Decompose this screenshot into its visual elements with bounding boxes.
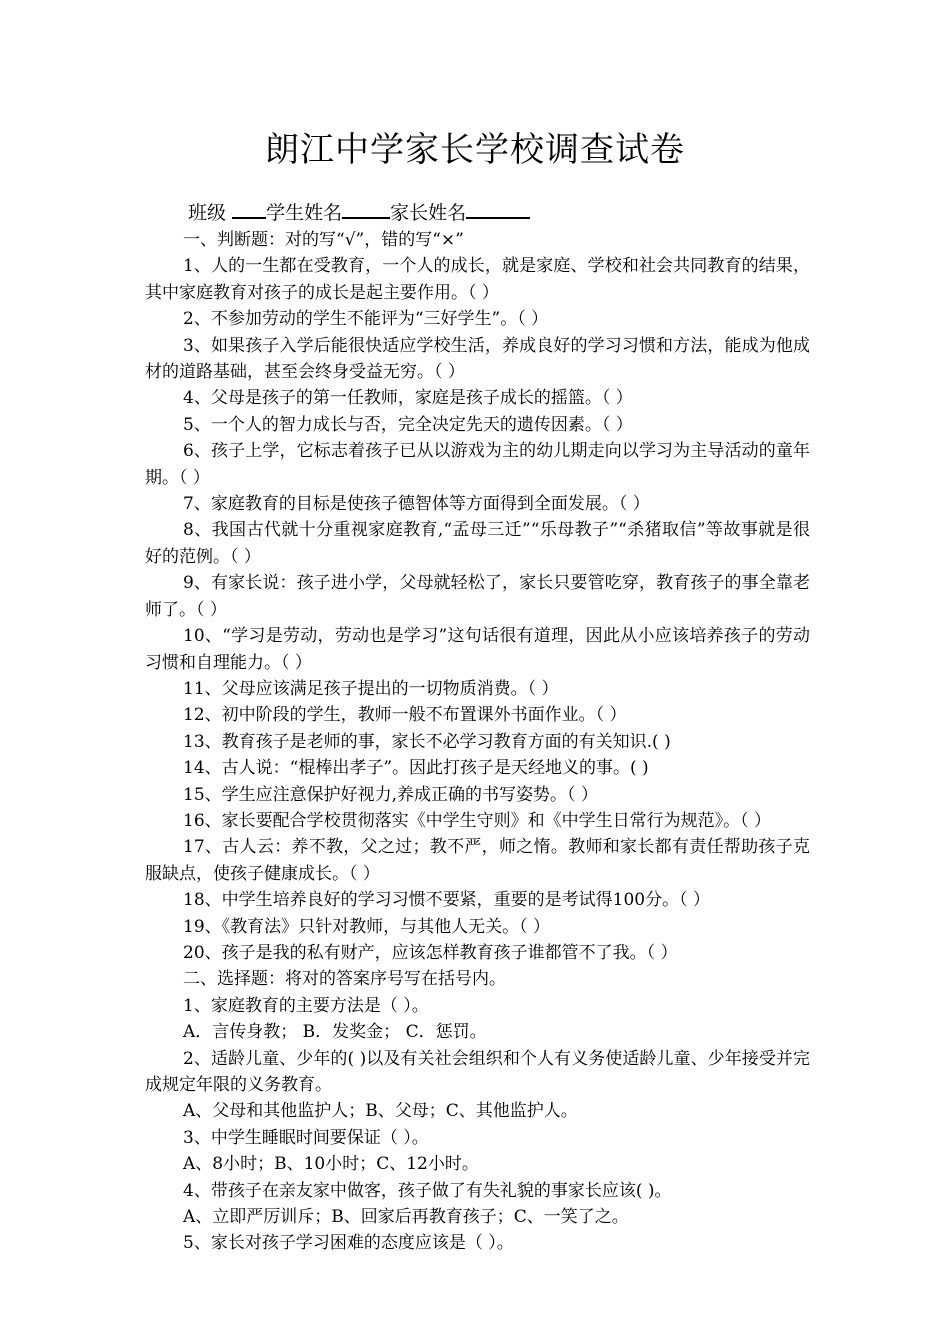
student-name-blank[interactable] — [342, 199, 390, 219]
parent-name-blank[interactable] — [466, 199, 530, 219]
question-item: 20、孩子是我的私有财产，应该怎样教育孩子谁都管不了我。（ ） — [183, 942, 678, 963]
question-item: 6、孩子上学，它标志着孩子已从以游戏为主的幼儿期走向以学习为主导活动的童年期。（ ） — [145, 441, 810, 488]
question-content — [145, 227, 810, 1257]
question-item: 4、父母是孩子的第一任教师，家庭是孩子成长的摇篮。（ ） — [183, 388, 633, 409]
choice-options: A、8小时；B、10小时；C、12小时。 — [183, 1154, 479, 1175]
section-heading: 一、判断题：对的写“√”，错的写“×” — [183, 230, 464, 250]
choice-options: A．言传身教； B．发奖金； C．惩罚。 — [183, 1022, 487, 1043]
question-item: 12、初中阶段的学生，教师一般不布置课外书面作业。（ ） — [183, 705, 627, 726]
choice-options: A、父母和其他监护人；B、父母；C、其他监护人。 — [183, 1101, 578, 1122]
choice-question: 2、适龄儿童、少年的( )以及有关社会组织和个人有义务使适龄儿童、少年接受并完成规定年限的义务教育。 — [145, 1048, 810, 1095]
choice-question: 1、家庭教育的主要方法是（ ）。 — [183, 995, 429, 1016]
question-item: 18、中学生培养良好的学习习惯不要紧，重要的是考试得100分。（ ） — [183, 890, 710, 911]
question-item: 17、古人云：养不教，父之过；教不严，师之惰。教师和家长都有责任帮助孩子克服缺点，使孩子健康成长。（ ） — [145, 837, 810, 884]
question-item: 1、人的一生都在受教育，一个人的成长，就是家庭、学校和社会共同教育的结果，其中家庭教育对孩子的成长是起主要作用。（ ） — [145, 256, 810, 303]
question-item: 2、不参加劳动的学生不能评为“三好学生”。（ ） — [183, 309, 549, 330]
info-line — [188, 199, 530, 226]
question-item: 9、有家长说：孩子进小学，父母就轻松了，家长只要管吃穿，教育孩子的事全靠老师了。（ ） — [145, 573, 810, 620]
class-label: 班级 — [188, 202, 227, 224]
question-item: 14、古人说：“棍棒出孝子”。因此打孩子是天经地义的事。( ) — [183, 758, 649, 779]
choice-question: 4、带孩子在亲友家中做客，孩子做了有失礼貌的事家长应该( )。 — [183, 1180, 672, 1201]
question-item: 15、学生应注意保护好视力,养成正确的书写姿势。（ ） — [183, 784, 598, 805]
question-item: 11、父母应该满足孩子提出的一切物质消费。（ ） — [183, 678, 559, 699]
choice-options: A、立即严厉训斥；B、回家后再教育孩子；C、一笑了之。 — [183, 1207, 629, 1228]
student-name-label: 学生姓名 — [266, 202, 343, 224]
question-item: 19、《教育法》只针对教师，与其他人无关。（ ） — [183, 916, 551, 937]
question-item: 5、一个人的智力成长与否，完全决定先天的遗传因素。（ ） — [183, 414, 633, 435]
question-item: 16、家长要配合学校贯彻落实《中学生守则》和《中学生日常行为规范》。（ ） — [183, 810, 772, 831]
question-item: 7、家庭教育的目标是使孩子德智体等方面得到全面发展。（ ） — [183, 494, 650, 515]
question-item: 13、教育孩子是老师的事，家长不必学习教育方面的有关知识.( ) — [183, 731, 671, 752]
choice-question: 5、家长对孩子学习困难的态度应该是（ ）。 — [183, 1233, 514, 1254]
page-title: 朗江中学家长学校调查试卷 — [265, 130, 685, 170]
question-item: 3、如果孩子入学后能很快适应学校生活，养成良好的学习习惯和方法，能成为他成材的道路基础，甚至会终身受益无穷。（ ） — [145, 335, 810, 383]
question-item: 10、“学习是劳动，劳动也是学习”这句话很有道理，因此从小应该培养孩子的劳动习惯和自理能力。（ ） — [145, 626, 810, 673]
parent-name-label: 家长姓名 — [390, 202, 467, 224]
choice-question: 3、中学生睡眠时间要保证（ ）。 — [183, 1127, 429, 1148]
class-blank[interactable] — [232, 199, 266, 219]
question-item: 8、我国古代就十分重视家庭教育,“孟母三迁”“乐母教子”“杀猪取信”等故事就是很好的范例。（ ） — [145, 520, 810, 567]
section-heading: 二、选择题：将对的答案序号写在括号内。 — [183, 969, 506, 990]
